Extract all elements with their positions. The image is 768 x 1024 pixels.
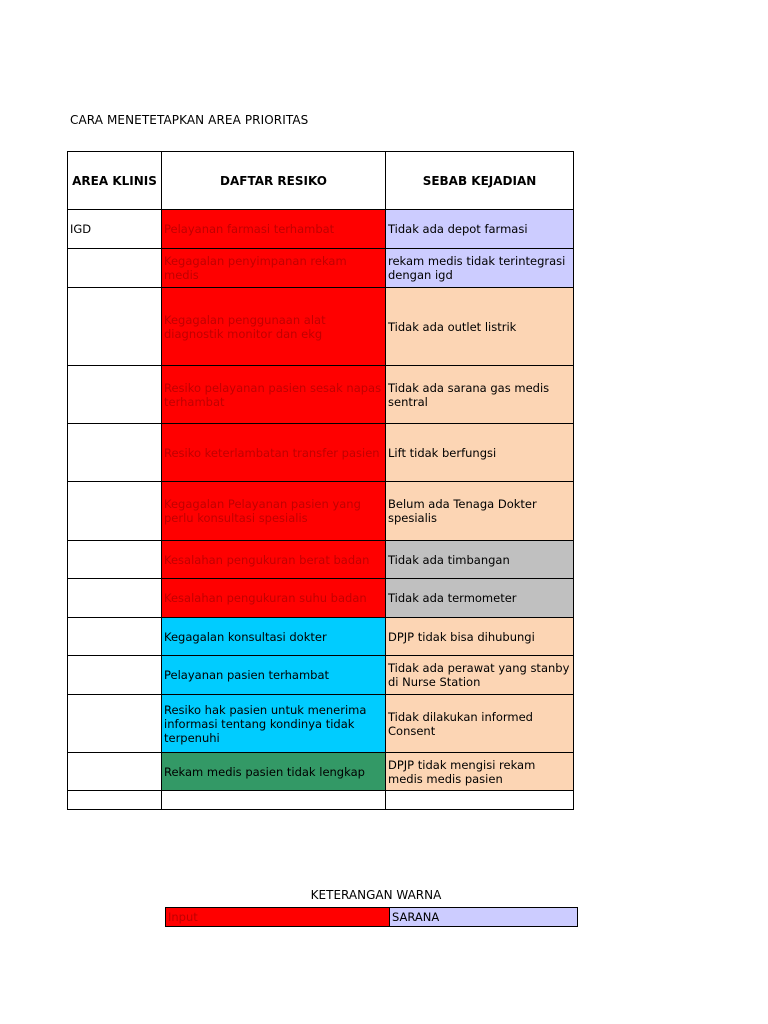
sebab-kejadian-cell: Belum ada Tenaga Dokter spesialis [386,482,574,541]
sebab-kejadian-cell: Tidak dilakukan informed Consent [386,695,574,753]
daftar-resiko-cell: Rekam medis pasien tidak lengkap [162,753,386,791]
area-klinis-cell [68,366,162,424]
header-area-klinis: AREA KLINIS [68,152,162,210]
area-klinis-cell [68,288,162,366]
sebab-kejadian-cell: Tidak ada timbangan [386,541,574,579]
legend-row [166,908,578,927]
legend-item-input: Input [166,908,390,927]
table-row [68,579,574,618]
sebab-kejadian-cell: Tidak ada outlet listrik [386,288,574,366]
priority-table [67,151,574,810]
daftar-resiko-cell: Resiko keterlambatan transfer pasien [162,424,386,482]
table-row [68,482,574,541]
daftar-resiko-cell: Kesalahan pengukuran suhu badan [162,579,386,618]
legend-title: KETERANGAN WARNA [310,888,442,902]
table-row [68,695,574,753]
page-title: CARA MENETETAPKAN AREA PRIORITAS [70,113,309,127]
table-row [68,366,574,424]
sebab-kejadian-cell: Tidak ada perawat yang stanby di Nurse Station [386,656,574,695]
area-klinis-cell [68,656,162,695]
sebab-kejadian-cell: Tidak ada sarana gas medis sentral [386,366,574,424]
header-daftar-resiko: DAFTAR RESIKO [162,152,386,210]
table-row [68,618,574,656]
daftar-resiko-cell: Kegagalan penyimpanan rekam medis [162,249,386,288]
sebab-kejadian-cell [386,791,574,810]
table-row [68,424,574,482]
daftar-resiko-cell: Pelayanan farmasi terhambat [162,210,386,249]
daftar-resiko-cell: Kegagalan penggunaan alat diagnostik monitor dan ekg [162,288,386,366]
table-header-row [68,152,574,210]
daftar-resiko-cell: Resiko pelayanan pasien sesak napas terhambat [162,366,386,424]
sebab-kejadian-cell: rekam medis tidak terintegrasi dengan igd [386,249,574,288]
area-klinis-cell [68,579,162,618]
daftar-resiko-cell: Kegagalan Pelayanan pasien yang perlu konsultasi spesialis [162,482,386,541]
area-klinis-cell [68,753,162,791]
daftar-resiko-cell: Kegagalan konsultasi dokter [162,618,386,656]
area-klinis-cell [68,618,162,656]
sebab-kejadian-cell: Tidak ada depot farmasi [386,210,574,249]
sebab-kejadian-cell: Tidak ada termometer [386,579,574,618]
table-row [68,656,574,695]
area-klinis-cell [68,424,162,482]
table-row [68,288,574,366]
sebab-kejadian-cell: DPJP tidak mengisi rekam medis medis pasien [386,753,574,791]
legend-item-sarana: SARANA [390,908,578,927]
daftar-resiko-cell: Kesalahan pengukuran berat badan [162,541,386,579]
daftar-resiko-cell: Pelayanan pasien terhambat [162,656,386,695]
area-klinis-cell [68,791,162,810]
area-klinis-cell: IGD [68,210,162,249]
table-row [68,541,574,579]
table-row [68,210,574,249]
color-legend [165,907,578,927]
header-sebab-kejadian: SEBAB KEJADIAN [386,152,574,210]
table-row [68,753,574,791]
area-klinis-cell [68,695,162,753]
area-klinis-cell [68,249,162,288]
table-row [68,791,574,810]
daftar-resiko-cell [162,791,386,810]
table-row [68,249,574,288]
sebab-kejadian-cell: Lift tidak berfungsi [386,424,574,482]
sebab-kejadian-cell: DPJP tidak bisa dihubungi [386,618,574,656]
daftar-resiko-cell: Resiko hak pasien untuk menerima informasi tentang kondinya tidak terpenuhi [162,695,386,753]
area-klinis-cell [68,541,162,579]
area-klinis-cell [68,482,162,541]
